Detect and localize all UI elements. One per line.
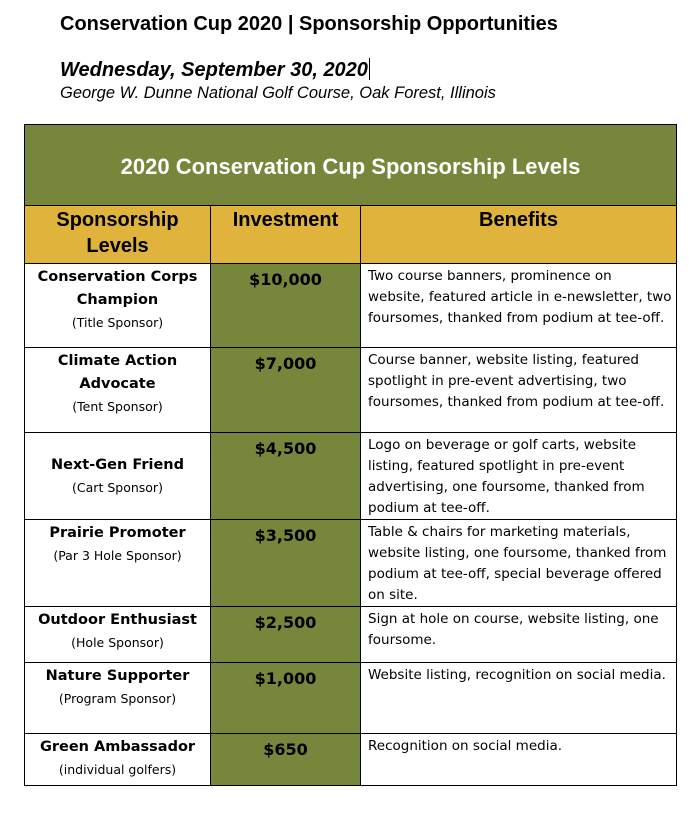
investment-cell: $10,000	[211, 264, 361, 348]
table-row	[25, 734, 677, 786]
level-cell	[25, 433, 211, 520]
level-subtitle: (Par 3 Hole Sponsor)	[53, 548, 182, 563]
event-venue: George W. Dunne National Golf Course, Oak Forest, Illinois	[60, 84, 496, 102]
event-date-text: Wednesday, September 30, 2020	[60, 59, 368, 81]
table-row	[25, 348, 677, 433]
level-cell	[25, 734, 211, 786]
benefits-cell: Sign at hole on course, website listing, one foursome.	[361, 607, 677, 663]
text-cursor	[369, 58, 370, 80]
level-cell	[25, 520, 211, 607]
level-subtitle: (individual golfers)	[58, 762, 177, 777]
table-row	[25, 433, 677, 520]
column-header-benefits: Benefits	[361, 206, 677, 264]
benefits-cell: Table & chairs for marketing materials, website listing, one foursome, thanked from podium at tee-off, special beverage offered on site.	[361, 520, 677, 607]
level-name: Climate Action Advocate	[57, 353, 178, 392]
level-name: Prairie Promoter	[49, 525, 186, 541]
level-subtitle: (Tent Sponsor)	[72, 399, 163, 414]
table-row	[25, 607, 677, 663]
level-cell	[25, 607, 211, 663]
level-name: Conservation Corps Champion	[37, 269, 198, 308]
level-subtitle: (Cart Sponsor)	[72, 479, 163, 495]
benefits-cell: Recognition on social media.	[361, 734, 677, 786]
benefits-cell: Two course banners, prominence on website, featured article in e-newsletter, two foursomes, thanked from podium at tee-off.	[361, 264, 677, 348]
level-cell	[25, 663, 211, 734]
investment-cell: $2,500	[211, 607, 361, 663]
level-name: Next-Gen Friend	[50, 456, 184, 473]
level-cell	[25, 264, 211, 348]
investment-cell: $7,000	[211, 348, 361, 433]
benefits-cell: Course banner, website listing, featured spotlight in pre-event advertising, two foursomes, thanked from podium at tee-off.	[361, 348, 677, 433]
document-header	[60, 12, 690, 103]
level-name: Nature Supporter	[45, 668, 190, 684]
level-name: Outdoor Enthusiast	[38, 612, 197, 628]
investment-cell: $1,000	[211, 663, 361, 734]
banner-row	[25, 125, 677, 206]
table-row	[25, 520, 677, 607]
column-header-levels: Sponsorship Levels	[25, 206, 211, 264]
benefits-cell: Website listing, recognition on social media.	[361, 663, 677, 734]
table-banner: 2020 Conservation Cup Sponsorship Levels	[25, 125, 677, 206]
level-name: Green Ambassador	[39, 739, 196, 755]
level-cell	[25, 348, 211, 433]
column-header-row	[25, 206, 677, 264]
table-row	[25, 663, 677, 734]
investment-cell: $650	[211, 734, 361, 786]
sponsorship-table	[24, 124, 677, 786]
event-date	[60, 58, 690, 82]
investment-cell: $4,500	[211, 433, 361, 520]
investment-cell: $3,500	[211, 520, 361, 607]
level-subtitle: (Title Sponsor)	[71, 315, 164, 330]
column-header-investment: Investment	[211, 206, 361, 264]
level-subtitle: (Program Sponsor)	[58, 691, 177, 706]
benefits-cell: Logo on beverage or golf carts, website listing, featured spotlight in pre-event advertising, one foursome, thanked from podium at tee-off.	[361, 433, 677, 520]
page-title: Conservation Cup 2020 | Sponsorship Opportunities	[60, 13, 558, 35]
level-subtitle: (Hole Sponsor)	[71, 635, 164, 650]
table-row	[25, 264, 677, 348]
